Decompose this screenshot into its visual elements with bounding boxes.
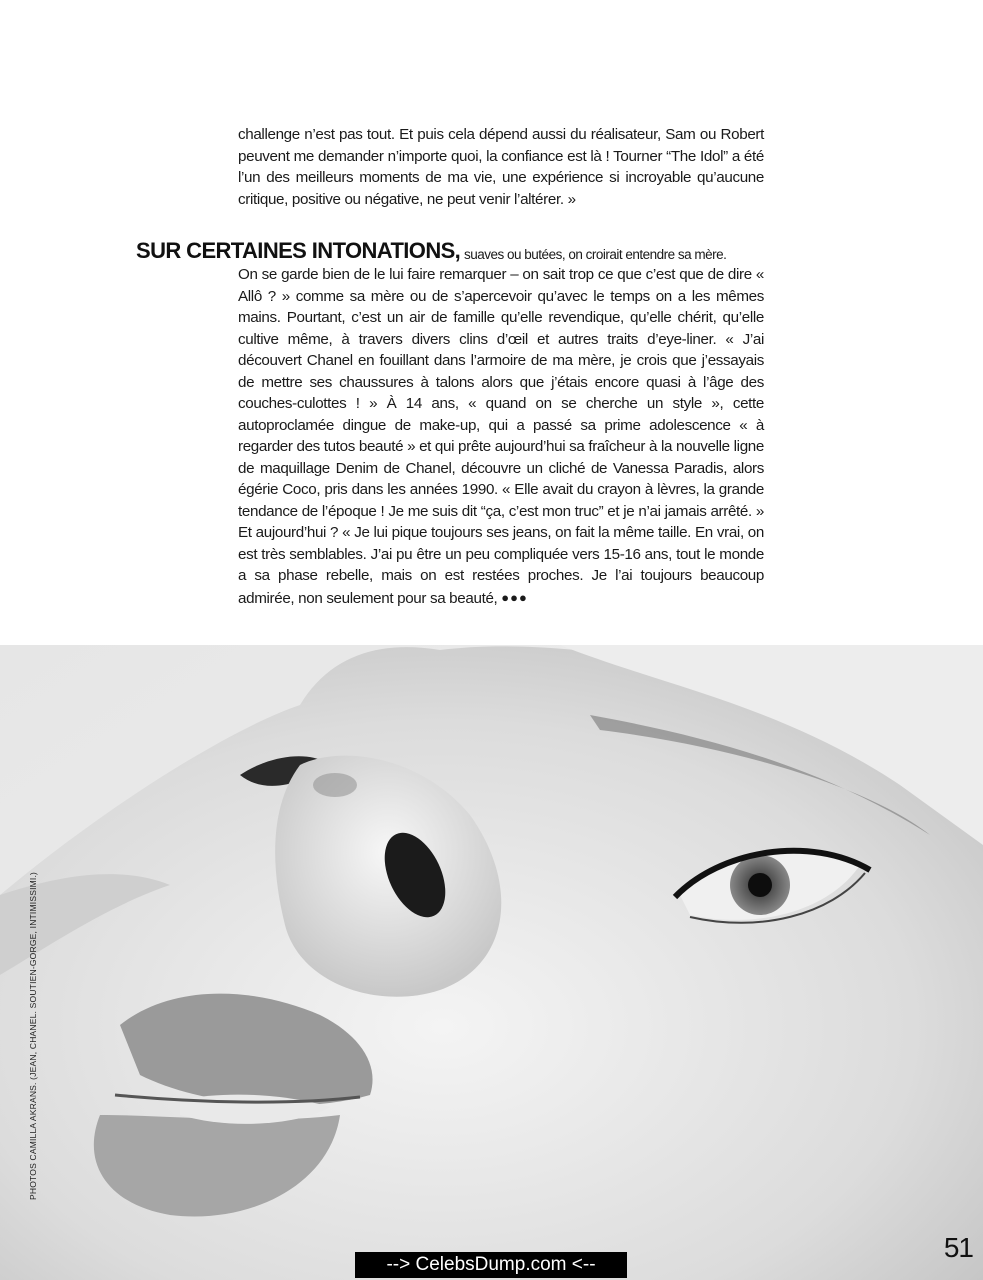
- page-number: 51: [943, 1232, 973, 1263]
- photo-credit: PHOTOS CAMILLA AKRANS. (JEAN, CHANEL. SOUTIEN-GORGE, INTIMISSIMI.): [28, 871, 38, 1200]
- portrait-photo: [0, 645, 983, 1280]
- section-lead-in: SUR CERTAINES INTONATIONS,: [136, 238, 461, 263]
- continue-marker: ●●●: [501, 589, 528, 605]
- lead-in-continuation: suaves ou butées, on croirait entendre sa mère.: [464, 247, 727, 262]
- body-text: On se garde bien de le lui faire remarquer – on sait trop ce que c’est que de dire « Allô ? » comme sa mère ou de s’apercevoir qu’avec le temps on a les mêmes mains. Pourtant, c’est un air de famille qu’elle revendique, qu’elle chérit, qu’elle cultive même, à travers divers clins d’œil et autres traits d’eye-liner. « J’ai découvert Chanel en fouillant dans l’armoire de ma mère, je crois que j’essayais de mettre ses chaussures à talons alors que j’étais encore quasi à l’âge des couches-culottes ! » À 14 ans, « quand on se cherche un style », cette autoproclamée dingue de make-up, qui a passé sa prime adolescence « à regarder des tutos beauté » et qui prête aujourd’hui sa fraîcheur à la nouvelle ligne de maquillage Denim de Chanel, découvre un cliché de Vanessa Paradis, alors égérie Coco, pris dans les années 1990. « Elle avait du crayon à lèvres, la grande tendance de l’époque ! Je me suis dit “ça, c’est mon truc” et je n’ai jamais arrêté. » Et aujourd’hui ? « Je lui pique toujours ses jeans, on fait la même taille. En vrai, on est très semblables. J’ai pu être un peu compliquée vers 15-16 ans, tout le monde a sa phase rebelle, mais on est restées proches. Je l’ai toujours beaucoup admirée, non seulement pour sa beauté,: [238, 266, 764, 607]
- intro-text: challenge n’est pas tout. Et puis cela dépend aussi du réalisateur, Sam ou Robert peuvent me demander n’importe quoi, la confiance est là ! Tourner “The Idol” a été l’un des meilleurs moments de ma vie, une expérience si incroyable qu’aucune critique, positive ou négative, ne peut venir l’altérer. »: [238, 126, 764, 208]
- intro-paragraph: [238, 124, 764, 210]
- body-paragraph: [238, 264, 764, 609]
- portrait-image: [0, 645, 983, 1280]
- watermark-banner: --> CelebsDump.com <--: [355, 1252, 627, 1278]
